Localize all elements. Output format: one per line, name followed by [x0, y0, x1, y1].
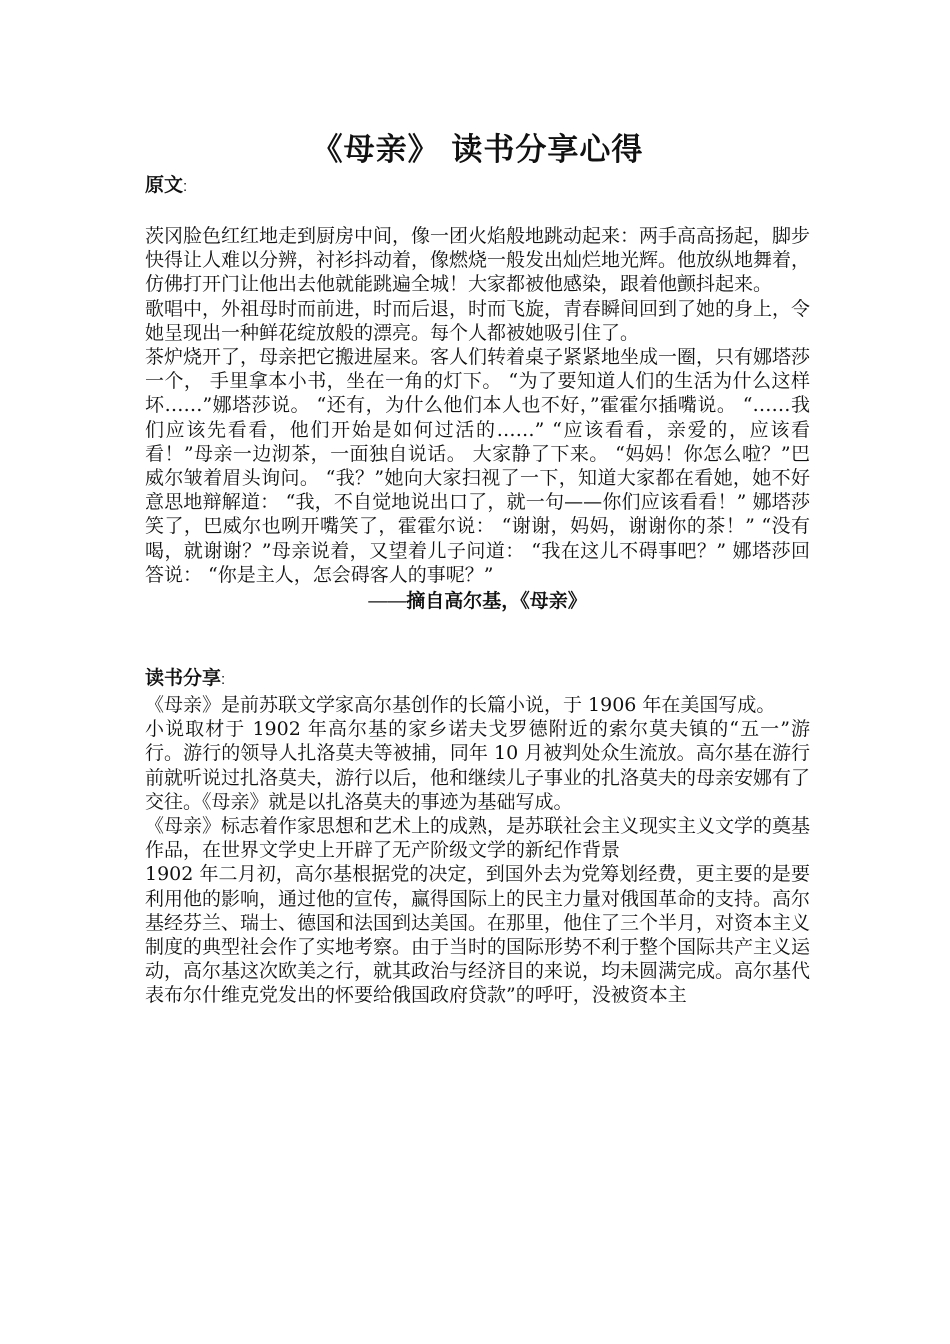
document-body — [145, 128, 810, 1008]
original-paragraph-2: 歌唱中，外祖母时而前进，时而后退，时而飞旋，青春瞬间回到了她的身上，令她呈现出一种鲜花绽放般的漂亮。每个人都被她吸引住了。 — [145, 297, 811, 344]
original-heading-label: 原文 — [145, 174, 184, 196]
spacer — [145, 200, 810, 224]
share-paragraph-1: 《母亲》是前苏联文学家高尔基创作的长篇小说，于 1906 年在美国写成。 — [145, 694, 776, 717]
document-title: 《母亲》 读书分享心得 — [311, 132, 644, 168]
original-paragraph-3: 茶炉烧开了，母亲把它搬进屋来。客人们转着桌子紧紧地坐成一圈，只有娜塔莎一个， 手里拿本小书，坐在一角的灯下。 “为了要知道人们的生活为什么这样坏……”娜塔莎说。 “还有，为什么他们本人也不好，”霍霍尔插嘴说。 “……我们应该先看看，他们开始是如何过活的……” “应该看看，亲爱的，应该看看！”母亲一边沏茶，一面独自说话。 大家静了下来。 “妈妈！你怎么啦？”巴威尔皱着眉头询问。 “我？”她向大家扫视了一下，知道大家都在看她，她不好意思地辩解道： “我，不自觉地说出口了，就一句——你们应该看看！” 娜塔莎笑了，巴威尔也咧开嘴笑了，霍霍尔说： “谢谢，妈妈，谢谢你的茶！” “没有喝，就谢谢？”母亲说着，又望着儿子问道： “我在这儿不碍事吧？” 娜塔莎回答说： “你是主人，怎会碍客人的事呢？” — [145, 346, 811, 586]
reading-share-heading — [145, 665, 810, 693]
attribution-source: 摘自高尔基，《母亲》 — [406, 590, 587, 613]
share-heading-colon: : — [221, 671, 226, 689]
original-paragraph-1: 茨冈脸色红红地走到厨房中间，像一团火焰般地跳动起来：两手高高扬起，脚步快得让人难以分辨，衬衫抖动着，像燃烧一般发出灿烂地光辉。他放纵地舞着，仿佛打开门让他出去他就能跳遍全城！大家都被他感染，跟着他颤抖起来。 — [145, 225, 811, 296]
original-text-heading — [145, 172, 810, 200]
spacer — [145, 616, 810, 665]
share-heading-label: 读书分享 — [145, 667, 222, 690]
share-paragraph-4: 1902 年二月初，高尔基根据党的决定，到国外去为党筹划经费，更主要的是要利用他的影响，通过他的宣传，赢得国际上的民主力量对俄国革命的支持。高尔基经芬兰、瑞士、德国和法国到达美国。在那里，他住了三个半月，对资本主义制度的典型社会作了实地考察。由于当时的国际形势不利于整个国际共产主义运动，高尔基这次欧美之行，就其政治与经济目的来说，均未圆满完成。高尔基代表布尔什维克党发出的怀要给俄国政府贷款”的呼吁，没被资本主 — [145, 863, 811, 1007]
share-paragraph-2: 小说取材于 1902 年高尔基的家乡诺夫戈罗德附近的索尔莫夫镇的“五一”游行。游行的领导人扎洛莫夫等被捕，同年 10 月被判处众生流放。高尔基在游行前就听说过扎洛莫夫，游行以后，他和继续儿子事业的扎洛莫夫的母亲安娜有了交往。《母亲》就是以扎洛莫夫的事迹为基础写成。 — [145, 718, 811, 813]
share-paragraph-3: 《母亲》标志着作家思想和艺术上的成熟，是苏联社会主义现实主义文学的奠基作品，在世界文学史上开辟了无产阶级文学的新纪作背景 — [145, 815, 811, 862]
source-attribution — [145, 587, 810, 616]
original-heading-colon: : — [183, 178, 188, 195]
attribution-dash: —— — [368, 591, 407, 613]
